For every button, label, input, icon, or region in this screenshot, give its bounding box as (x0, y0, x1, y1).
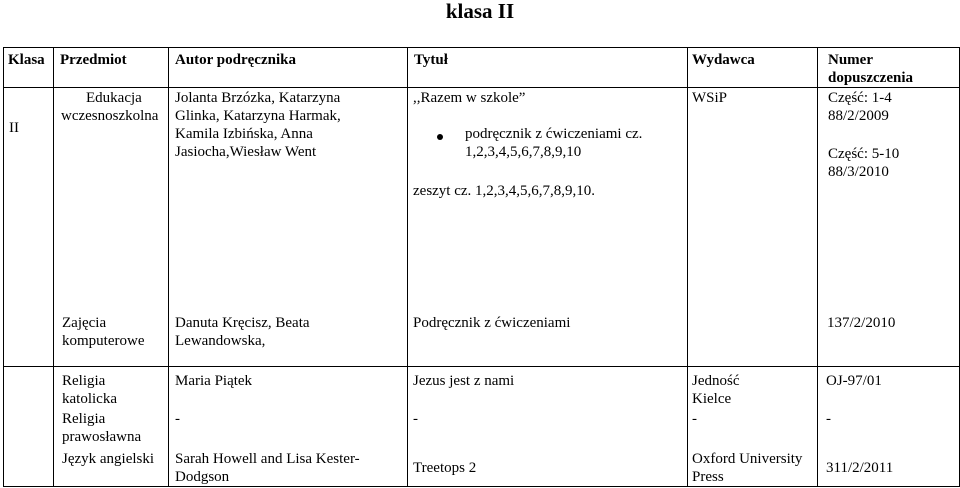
numer-edukacja-part2-value: 88/3/2010 (828, 164, 889, 180)
header-numer: Numer (828, 52, 873, 68)
header-tytul: Tytuł (414, 52, 448, 68)
column-border (687, 47, 688, 487)
numer-komputerowe: 137/2/2010 (827, 315, 896, 331)
numer-edukacja-part1-value: 88/2/2009 (828, 108, 889, 124)
tytul-prawoslawna: - (413, 411, 418, 427)
header-przedmiot: Przedmiot (60, 52, 127, 68)
autor-prawoslawna: - (175, 411, 180, 427)
przedmiot-prawoslawna: Religia (62, 411, 106, 427)
column-border (53, 47, 54, 487)
przedmiot-katolicka: Religia (62, 373, 106, 389)
tytul-komputerowe: Podręcznik z ćwiczeniami (413, 315, 571, 331)
klasa-value: II (9, 120, 19, 136)
numer-angielski: 311/2/2011 (826, 460, 894, 476)
numer-katolicka: OJ-97/01 (826, 373, 882, 389)
przedmiot-komputerowe-line2: komputerowe (62, 333, 145, 349)
przedmiot-katolicka-line2: katolicka (62, 391, 117, 407)
tytul-edukacja-item-line1: podręcznik z ćwiczeniami cz. (465, 126, 643, 142)
autor-katolicka: Maria Piątek (175, 373, 253, 389)
numer-edukacja-part2-label: Część: 5-10 (828, 146, 900, 162)
header-autor: Autor podręcznika (175, 52, 296, 68)
numer-prawoslawna: - (826, 411, 831, 427)
bullet-icon (437, 134, 443, 140)
autor-edukacja-line1: Jolanta Brzózka, Katarzyna (175, 90, 341, 106)
tytul-edukacja-item-line2: 1,2,3,4,5,6,7,8,9,10 (465, 144, 582, 160)
column-border (407, 47, 408, 487)
column-border (168, 47, 169, 487)
wydawca-prawoslawna: - (692, 411, 697, 427)
autor-angielski-line2: Dodgson (175, 469, 230, 485)
column-border (817, 47, 818, 487)
header-numer-line2: dopuszczenia (828, 70, 914, 86)
tytul-katolicka: Jezus jest z nami (413, 373, 515, 389)
tytul-edukacja-main: ,,Razem w szkole” (413, 90, 526, 106)
wydawca-edukacja: WSiP (692, 90, 728, 106)
wydawca-katolicka-line2: Kielce (692, 391, 732, 407)
autor-angielski-line1: Sarah Howell and Lisa Kester- (175, 451, 360, 467)
wydawca-angielski-line2: Press (692, 469, 724, 485)
column-border (3, 47, 4, 487)
header-wydawca: Wydawca (692, 52, 755, 68)
autor-edukacja-line3: Kamila Izbińska, Anna (175, 126, 313, 142)
wydawca-katolicka-line1: Jedność (692, 373, 740, 389)
tytul-edukacja-extra: zeszyt cz. 1,2,3,4,5,6,7,8,9,10. (413, 183, 596, 199)
tytul-angielski: Treetops 2 (413, 460, 477, 476)
autor-komputerowe-line2: Lewandowska, (175, 333, 266, 349)
wydawca-angielski-line1: Oxford University (692, 451, 803, 467)
przedmiot-angielski: Język angielski (62, 451, 155, 467)
header-klasa: Klasa (8, 52, 45, 68)
przedmiot-prawoslawna-line2: prawosławna (62, 429, 142, 445)
autor-edukacja-line2: Glinka, Katarzyna Harmak, (175, 108, 341, 124)
autor-komputerowe-line1: Danuta Kręcisz, Beata (175, 315, 310, 331)
page-title: klasa II (445, 0, 515, 23)
autor-edukacja-line4: Jasiocha,Wiesław Went (175, 144, 317, 160)
przedmiot-edukacja-line2: wczesnoszkolna (61, 108, 159, 124)
przedmiot-edukacja: Edukacja (86, 90, 142, 106)
numer-edukacja-part1-label: Część: 1-4 (828, 90, 892, 106)
przedmiot-komputerowe: Zajęcia (62, 315, 107, 331)
